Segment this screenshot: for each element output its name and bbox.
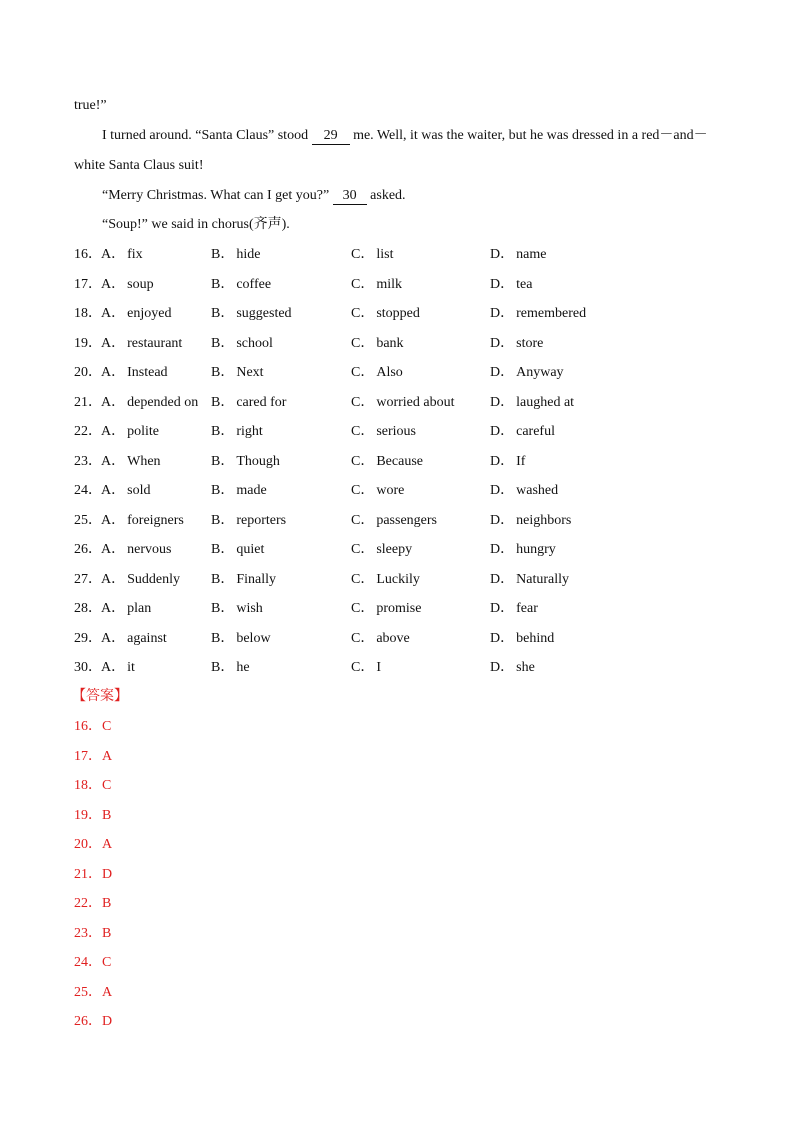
option-text: it — [127, 660, 135, 675]
option-text: list — [376, 247, 394, 262]
option-text: hide — [236, 247, 261, 262]
question-number: 22． — [74, 424, 102, 439]
option-text: right — [236, 424, 263, 439]
option-letter: D． — [490, 335, 515, 351]
option-text: neighbors — [516, 512, 572, 528]
option-letter: A． — [101, 483, 126, 498]
option-d — [490, 363, 564, 383]
option-letter: C． — [351, 601, 375, 616]
option-text: coffee — [236, 276, 272, 292]
option-letter: D． — [490, 571, 515, 587]
option-text: suggested — [236, 306, 292, 321]
option-b — [211, 363, 264, 383]
option-text: When — [127, 453, 161, 469]
option-letter: B． — [211, 306, 235, 321]
option-d — [490, 275, 532, 295]
option-letter: C． — [351, 512, 375, 528]
option-text: plan — [127, 601, 152, 616]
option-text: reporters — [236, 512, 287, 528]
option-text: I — [376, 660, 382, 675]
option-letter: C． — [351, 483, 375, 498]
option-a — [101, 540, 171, 560]
option-text: against — [127, 630, 167, 646]
option-text: washed — [516, 483, 559, 498]
option-text: Anyway — [516, 365, 564, 380]
option-a — [101, 570, 180, 590]
option-d — [490, 481, 558, 501]
option-text: restaurant — [127, 335, 183, 351]
option-c — [351, 334, 404, 354]
option-a — [101, 658, 135, 678]
option-letter: B． — [211, 247, 235, 262]
option-c — [351, 363, 403, 383]
option-letter: D． — [490, 424, 515, 439]
option-letter: D． — [490, 483, 515, 498]
option-c — [351, 304, 420, 324]
option-letter: B． — [211, 365, 235, 380]
option-a — [101, 452, 161, 472]
option-letter: B． — [211, 630, 235, 646]
question-number: 29． — [74, 630, 102, 646]
answer-item: 21．D — [74, 866, 113, 882]
option-d — [490, 422, 555, 442]
option-d — [490, 304, 586, 324]
option-c — [351, 629, 410, 649]
option-letter: A． — [101, 571, 126, 587]
option-letter: D． — [490, 276, 515, 292]
answer-item: 26．D — [74, 1014, 113, 1029]
option-letter: B． — [211, 660, 235, 675]
option-c — [351, 599, 421, 619]
question-number: 18． — [74, 306, 102, 321]
question-row — [74, 540, 714, 560]
option-c — [351, 422, 416, 442]
question-number: 21． — [74, 394, 102, 410]
option-letter: D． — [490, 247, 515, 262]
passage-line-1: true!” — [74, 98, 107, 113]
option-text: Next — [236, 365, 264, 380]
question-number: 16． — [74, 247, 102, 262]
question-row — [74, 570, 714, 590]
option-letter: A． — [101, 542, 126, 557]
option-letter: C． — [351, 365, 375, 380]
option-letter: C． — [351, 542, 375, 557]
option-text: Because — [376, 453, 423, 469]
option-letter: A． — [101, 601, 126, 616]
option-c — [351, 570, 420, 590]
option-letter: B． — [211, 394, 235, 410]
option-d — [490, 599, 538, 619]
option-letter: A． — [101, 276, 126, 292]
option-letter: C． — [351, 335, 375, 351]
answer-item: 19．B — [74, 807, 112, 823]
passage-paragraph-4: “Soup!” we said in chorus(齐声). — [102, 217, 290, 232]
option-letter: B． — [211, 453, 235, 469]
option-letter: A． — [101, 424, 126, 439]
question-number: 27． — [74, 571, 102, 587]
answer-item: 20．A — [74, 837, 113, 852]
option-text: wore — [376, 483, 405, 498]
option-b — [211, 481, 267, 501]
option-a — [101, 599, 151, 619]
question-row — [74, 393, 714, 413]
answer-item: 23．B — [74, 925, 112, 941]
option-text: milk — [376, 276, 403, 292]
option-text: quiet — [236, 542, 265, 557]
option-letter: B． — [211, 601, 235, 616]
option-letter: D． — [490, 601, 515, 616]
question-number: 26． — [74, 542, 102, 557]
option-c — [351, 393, 455, 413]
passage-paragraph-3 — [102, 186, 406, 206]
option-a — [101, 393, 198, 413]
option-text: Naturally — [516, 571, 569, 587]
option-text: below — [236, 630, 271, 646]
option-text: store — [516, 335, 544, 351]
option-letter: C． — [351, 424, 375, 439]
option-b — [211, 540, 264, 560]
option-letter: B． — [211, 335, 235, 351]
option-c — [351, 511, 437, 531]
option-d — [490, 511, 571, 531]
option-text: name — [516, 247, 547, 262]
option-letter: D． — [490, 660, 515, 675]
question-number: 24． — [74, 483, 102, 498]
option-text: depended on — [127, 394, 199, 410]
question-row — [74, 481, 714, 501]
option-text: Though — [236, 453, 280, 469]
option-letter: B． — [211, 424, 235, 439]
option-b — [211, 599, 263, 619]
answer-item: 25．A — [74, 984, 113, 1000]
option-b — [211, 629, 271, 649]
option-letter: C． — [351, 630, 375, 646]
option-text: polite — [127, 424, 160, 439]
option-text: sold — [127, 483, 151, 498]
option-letter: A． — [101, 453, 126, 469]
option-text: passengers — [376, 512, 437, 528]
option-text: wish — [236, 601, 263, 616]
option-text: laughed at — [516, 394, 575, 410]
option-letter: C． — [351, 453, 375, 469]
option-letter: C． — [351, 571, 375, 587]
option-text: foreigners — [127, 512, 184, 528]
option-d — [490, 245, 546, 265]
option-letter: C． — [351, 276, 375, 292]
option-letter: C． — [351, 394, 375, 410]
passage-text: “Merry Christmas. What can I get you?” — [102, 188, 330, 203]
option-a — [101, 481, 150, 501]
option-letter: D． — [490, 365, 515, 380]
option-b — [211, 334, 273, 354]
question-row — [74, 452, 714, 472]
question-row — [74, 422, 714, 442]
option-letter: A． — [101, 394, 126, 410]
passage-text: I turned around. “Santa Claus” stood — [102, 128, 309, 143]
option-text: worried about — [376, 394, 455, 410]
option-letter: D． — [490, 453, 515, 469]
option-text: serious — [376, 424, 417, 439]
option-letter: A． — [101, 660, 126, 675]
option-letter: B． — [211, 512, 235, 528]
option-text: bank — [376, 335, 404, 351]
option-a — [101, 422, 159, 442]
passage-paragraph-2-cont: white Santa Claus suit! — [74, 158, 204, 173]
passage-text: me. Well, it was the waiter, but he was dressed in a red－and－ — [353, 128, 708, 143]
question-number: 25． — [74, 512, 102, 528]
option-letter: A． — [101, 306, 126, 321]
option-letter: C． — [351, 247, 375, 262]
option-text: behind — [516, 630, 555, 646]
question-number: 20． — [74, 365, 102, 380]
option-text: hungry — [516, 542, 556, 557]
option-text: stopped — [376, 306, 420, 321]
option-a — [101, 511, 184, 531]
question-row — [74, 658, 714, 678]
option-text: made — [236, 483, 267, 498]
passage-text: asked. — [370, 188, 406, 203]
option-a — [101, 334, 182, 354]
option-text: soup — [127, 276, 154, 292]
passage-paragraph-2 — [102, 126, 708, 146]
blank-29: 29 — [312, 128, 350, 145]
option-letter: A． — [101, 512, 126, 528]
option-text: Instead — [127, 365, 168, 380]
option-letter: A． — [101, 630, 126, 646]
option-a — [101, 363, 168, 383]
question-row — [74, 629, 714, 649]
question-row — [74, 511, 714, 531]
question-row — [74, 304, 714, 324]
option-b — [211, 422, 263, 442]
option-b — [211, 570, 276, 590]
question-number: 17． — [74, 276, 102, 292]
option-d — [490, 570, 569, 590]
option-c — [351, 481, 404, 501]
option-d — [490, 540, 556, 560]
question-number: 28． — [74, 601, 102, 616]
answer-item: 16．C — [74, 719, 112, 734]
option-text: careful — [516, 424, 555, 439]
answer-item: 24．C — [74, 955, 112, 970]
option-letter: C． — [351, 660, 375, 675]
option-text: Finally — [236, 571, 277, 587]
question-row — [74, 334, 714, 354]
option-text: he — [236, 660, 250, 675]
option-text: sleepy — [376, 542, 413, 557]
option-d — [490, 452, 525, 472]
option-letter: B． — [211, 483, 235, 498]
option-c — [351, 540, 412, 560]
option-d — [490, 334, 543, 354]
question-row — [74, 245, 714, 265]
option-c — [351, 275, 402, 295]
option-text: enjoyed — [127, 306, 172, 321]
option-text: Luckily — [376, 571, 420, 587]
option-a — [101, 275, 154, 295]
option-d — [490, 629, 554, 649]
option-a — [101, 629, 167, 649]
option-letter: A． — [101, 365, 126, 380]
option-c — [351, 658, 381, 678]
option-letter: A． — [101, 335, 126, 351]
option-text: nervous — [127, 542, 172, 557]
option-b — [211, 275, 271, 295]
option-b — [211, 658, 250, 678]
blank-30: 30 — [333, 188, 367, 205]
option-b — [211, 511, 286, 531]
option-text: promise — [376, 601, 422, 616]
option-b — [211, 245, 260, 265]
option-letter: B． — [211, 276, 235, 292]
option-text: above — [376, 630, 410, 646]
option-b — [211, 304, 292, 324]
option-text: Suddenly — [127, 571, 181, 587]
option-text: tea — [516, 276, 533, 292]
option-text: remembered — [516, 306, 587, 321]
option-text: she — [516, 660, 535, 675]
option-text: fear — [516, 601, 538, 616]
option-text: Also — [376, 365, 403, 380]
option-letter: B． — [211, 571, 235, 587]
option-letter: C． — [351, 306, 375, 321]
option-d — [490, 658, 535, 678]
option-b — [211, 393, 286, 413]
option-letter: B． — [211, 542, 235, 557]
option-text: cared for — [236, 394, 287, 410]
option-text: school — [236, 335, 273, 351]
option-text: If — [516, 453, 526, 469]
question-number: 19． — [74, 335, 102, 351]
option-a — [101, 245, 143, 265]
answers-heading: 【答案】 — [72, 689, 128, 704]
option-b — [211, 452, 280, 472]
question-number: 30． — [74, 660, 102, 675]
option-text: fix — [127, 247, 143, 262]
question-number: 23． — [74, 453, 102, 469]
option-letter: D． — [490, 542, 515, 557]
option-a — [101, 304, 171, 324]
answer-item: 18．C — [74, 778, 112, 793]
option-letter: D． — [490, 512, 515, 528]
answer-item: 17．A — [74, 748, 113, 764]
option-letter: D． — [490, 306, 515, 321]
question-row — [74, 599, 714, 619]
option-letter: D． — [490, 394, 515, 410]
option-c — [351, 452, 423, 472]
answer-item: 22．B — [74, 896, 112, 911]
option-letter: A． — [101, 247, 126, 262]
option-d — [490, 393, 574, 413]
question-row — [74, 363, 714, 383]
question-row — [74, 275, 714, 295]
option-c — [351, 245, 393, 265]
option-letter: D． — [490, 630, 515, 646]
